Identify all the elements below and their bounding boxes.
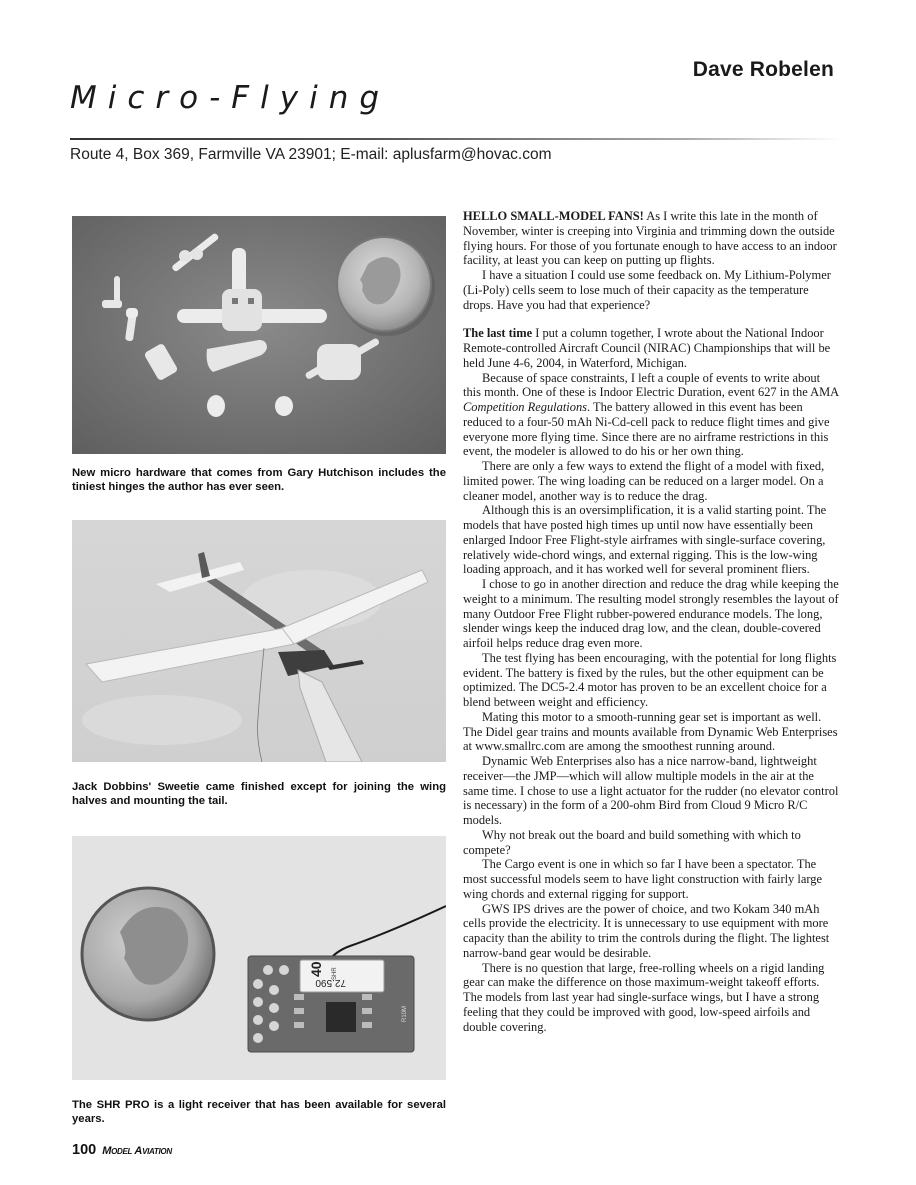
label-channel: 40 xyxy=(308,961,324,977)
label-brand: SHR xyxy=(332,967,338,980)
photo-sweetie-airplane xyxy=(72,520,446,762)
label-frequency: 72.590 xyxy=(315,977,346,988)
article-paragraph: The Cargo event is one in which so far I have been a spectator. The most successful models seem to have light construction with fairly large wing chords and external rigging for support. xyxy=(463,857,822,901)
article-paragraph: Because of space constraints, I left a couple of events to write about this month. One of these is Indoor Electric Duration, event 627 in the AMA Competition Regulations. The battery allowed in this event has been reduced to a four-50 mAh Ni-Cd-cell pack to reduce flight times and give everyone more flying time. Since there are no airframe restrictions in this event, the modeler is allowed to do his or her own thing. xyxy=(463,370,839,459)
article-paragraph: The test flying has been encouraging, with the potential for long flights evident. The battery is fixed by the rules, but the other equipment can be optimized. The DC5-2.4 motor has proven to be an excellent choice for a blend between weight and efficiency. xyxy=(463,650,837,709)
photo-shr-pro-receiver xyxy=(72,836,446,1080)
article-paragraph: GWS IPS drives are the power of choice, and two Kokam 340 mAh cells provide the electricity. It is unnecessary to use equipment with more capacity than the ability to trim the controls during the flight. The lightest narrow-band gear would be desirable. xyxy=(463,901,830,960)
article-paragraph: I have a situation I could use some feedback on. My Lithium-Polymer (Li-Poly) cells seem to lose much of their capacity as the temperature drops. Have you had that experience? xyxy=(463,268,831,312)
author-address: Route 4, Box 369, Farmville VA 23901; E-mail: aplusfarm@hovac.com xyxy=(70,146,552,163)
paragraph-lead-in: The last time xyxy=(463,326,533,341)
photo-caption-sweetie: Jack Dobbins' Sweetie came finished except for joining the wing halves and mounting the tail. xyxy=(72,781,446,807)
header-rule xyxy=(70,138,840,140)
article-paragraph: Dynamic Web Enterprises also has a nice narrow-band, lightweight receiver—the JMP—which will allow multiple models in the air at the same time. I chose to use a light actuator for the rudder (no elevator control is necessary) in the form of a 200-ohm Bird from Cloud 9 Micro R/C models. xyxy=(463,754,839,827)
magazine-name: Model Aviation xyxy=(102,1145,172,1157)
sweetie-airplane-image xyxy=(72,520,446,762)
micro-hardware-image xyxy=(72,216,446,454)
article-body xyxy=(463,209,840,1034)
label-part: R10M xyxy=(402,1005,408,1022)
author-name: Dave Robelen xyxy=(692,58,834,81)
page-number: 100 xyxy=(72,1142,97,1158)
article-paragraph: HELLO SMALL-MODEL FANS! As I write this late in the month of November, winter is creeping into Virginia and trimming down the outside flying hours. For those of you fortunate enough to have access to an indoor facility, at least you can keep on putting up flights. xyxy=(463,209,837,268)
photo-caption-micro-hardware: New micro hardware that comes from Gary Hutchison includes the tiniest hinges the author has ever seen. xyxy=(72,467,446,493)
paragraph-lead-in: HELLO SMALL-MODEL FANS! xyxy=(463,209,644,223)
article-paragraph: There is no question that large, free-rolling wheels on a rigid landing gear can make the difference on those maximum-weight takeoff efforts. The models from last year had single-surface wings, but I have a strong feeling that they could be improved with good, low-speed airfoils and double covering. xyxy=(463,960,825,1034)
article-paragraph: There are only a few ways to extend the flight of a model with fixed, limited power. The wing loading can be reduced on a larger model. On a cleaner model, another way is to reduce the drag. xyxy=(463,459,825,503)
publication-title: Competition Regulations xyxy=(463,400,588,414)
photo-caption-shr-pro: The SHR PRO is a light receiver that has been available for several years. xyxy=(72,1099,446,1125)
article-paragraph: I chose to go in another direction and reduce the drag while keeping the weight to a minimum. The resulting model strongly resembles the layout of many Outdoor Free Flight rubber-powered endurance models. The long, slender wings keep the induced drag low, and the clean, double-covered airfoil helps reduce drag even more. xyxy=(463,577,839,650)
page-footer xyxy=(72,1142,172,1158)
photo-micro-hardware xyxy=(72,216,446,454)
article-paragraph: Why not break out the board and build something with which to compete? xyxy=(463,827,801,857)
article-paragraph: The last time I put a column together, I wrote about the National Indoor Remote-controlled Aircraft Council (NIRAC) Championships that will be held June 4-6, 2004, in Waterford, Michigan. xyxy=(463,326,831,370)
article-paragraph: Mating this motor to a smooth-running gear set is important as well. The Didel gear trains and mounts available from Dynamic Web Enterprises at www.smallrc.com are among the smoothest running around. xyxy=(463,709,838,754)
article-paragraph: Although this is an oversimplification, it is a valid starting point. The models that have posted high times up until now have essentially been enlarged Indoor Free Flight-style airframes with single-surface covering, relatively wide-chord wings, and external rigging. This is the low-wing loading approach, and it has worked well for several prominent fliers. xyxy=(463,503,827,577)
shr-pro-receiver-image xyxy=(72,836,446,1080)
column-title: Micro-Flying xyxy=(70,80,391,116)
